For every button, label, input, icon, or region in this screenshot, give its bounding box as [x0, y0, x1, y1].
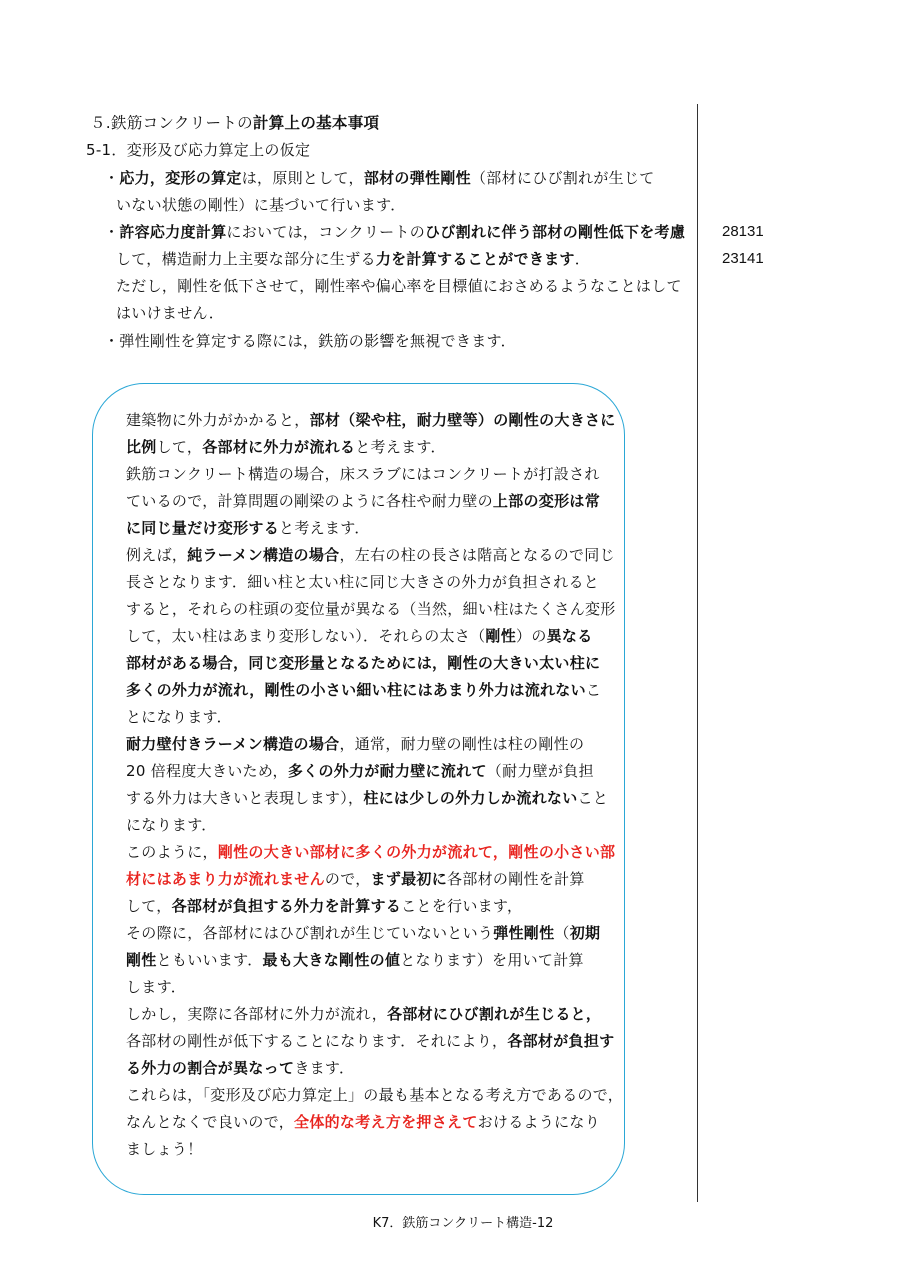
margin-divider-line [697, 104, 698, 1202]
bullet-1-line-2: いない状態の剛性）に基づいて行います． [116, 196, 406, 214]
box-line-27: なんとなくで良いので，全体的な考え方を押さえておけるようになり [126, 1113, 601, 1131]
box-line-17: このように，剛性の大きい部材に多くの外力が流れて，剛性の小さい部 [126, 843, 616, 861]
box-line-11: 多くの外力が流れ，剛性の小さい細い柱にはあまり外力は流れないこ [126, 681, 602, 699]
reference-code-2: 23141 [722, 250, 764, 267]
box-line-1: 建築物に外力がかかると，部材（梁や柱，耐力壁等）の剛性の大きさに [126, 411, 616, 429]
box-line-8: すると，それらの柱頭の変位量が異なる（当然，細い柱はたくさん変形 [126, 600, 616, 618]
box-line-23: しかし，実際に各部材に外力が流れ，各部材にひび割れが生じると， [126, 1005, 602, 1023]
box-line-25: る外力の割合が異なってきます． [126, 1059, 355, 1077]
bullet-1-line-1: ・応力，変形の算定は，原則として，部材の弾性剛性（部材にひび割れが生じて [104, 169, 655, 187]
bullet-2-line-3: ただし，剛性を低下させて，剛性率や偏心率を目標値におさめるようなことはして [116, 277, 682, 295]
box-line-10: 部材がある場合，同じ変形量となるためには，剛性の大きい太い柱に [126, 654, 601, 672]
page-footer: K7．鉄筋コンクリート構造-12 [372, 1216, 554, 1231]
box-line-16: になります． [126, 816, 217, 834]
box-line-3: 鉄筋コンクリート構造の場合，床スラブにはコンクリートが打設され [126, 465, 600, 483]
box-line-28: ましょう！ [126, 1140, 203, 1158]
box-line-13: 耐力壁付きラーメン構造の場合，通常，耐力壁の剛性は柱の剛性の [126, 735, 585, 753]
box-line-19: して，各部材が負担する外力を計算することを行います， [126, 897, 523, 915]
box-line-2: 比例して，各部材に外力が流れると考えます． [126, 438, 446, 456]
reference-code-1: 28131 [722, 223, 764, 240]
section-heading: ５.鉄筋コンクリートの計算上の基本事項 [90, 114, 380, 132]
box-line-26: これらは，「変形及び応力算定上」の最も基本となる考え方であるので， [126, 1086, 624, 1104]
box-line-21: 剛性ともいいます．最も大きな剛性の値となります）を用いて計算 [126, 951, 584, 969]
box-line-5: に同じ量だけ変形すると考えます． [126, 519, 370, 537]
box-line-6: 例えば，純ラーメン構造の場合，左右の柱の長さは階高となるので同じ [126, 546, 615, 564]
box-line-24: 各部材の剛性が低下することになります．それにより，各部材が負担す [126, 1032, 615, 1050]
box-line-18: 材にはあまり力が流れませんので，まず最初に各部材の剛性を計算 [126, 870, 585, 888]
bullet-3: ・弾性剛性を算定する際には，鉄筋の影響を無視できます． [104, 332, 516, 350]
box-line-7: 長さとなります．細い柱と太い柱に同じ大きさの外力が負担されると [126, 573, 600, 591]
box-line-4: ているので，計算問題の剛梁のように各柱や耐力壁の上部の変形は常 [126, 492, 601, 510]
box-line-14: 20 倍程度大きいため，多くの外力が耐力壁に流れて（耐力壁が負担 [126, 762, 594, 780]
subsection-heading: 5-1．変形及び応力算定上の仮定 [86, 141, 311, 159]
bullet-2-line-4: はいけません． [116, 304, 225, 322]
box-line-12: とになります． [126, 708, 232, 726]
bullet-2-line-1: ・許容応力度計算においては，コンクリートのひび割れに伴う部材の剛性低下を考慮 [104, 223, 686, 241]
box-line-20: その際に，各部材にはひび割れが生じていないという弾性剛性（初期 [126, 924, 601, 942]
box-line-9: して，太い柱はあまり変形しない）．それらの太さ（剛性）の異なる [126, 627, 593, 645]
bullet-2-line-2: して，構造耐力上主要な部分に生ずる力を計算することができます． [116, 250, 591, 268]
box-line-22: します． [126, 978, 187, 996]
box-line-15: する外力は大きいと表現します），柱には少しの外力しか流れないこと [126, 789, 609, 807]
